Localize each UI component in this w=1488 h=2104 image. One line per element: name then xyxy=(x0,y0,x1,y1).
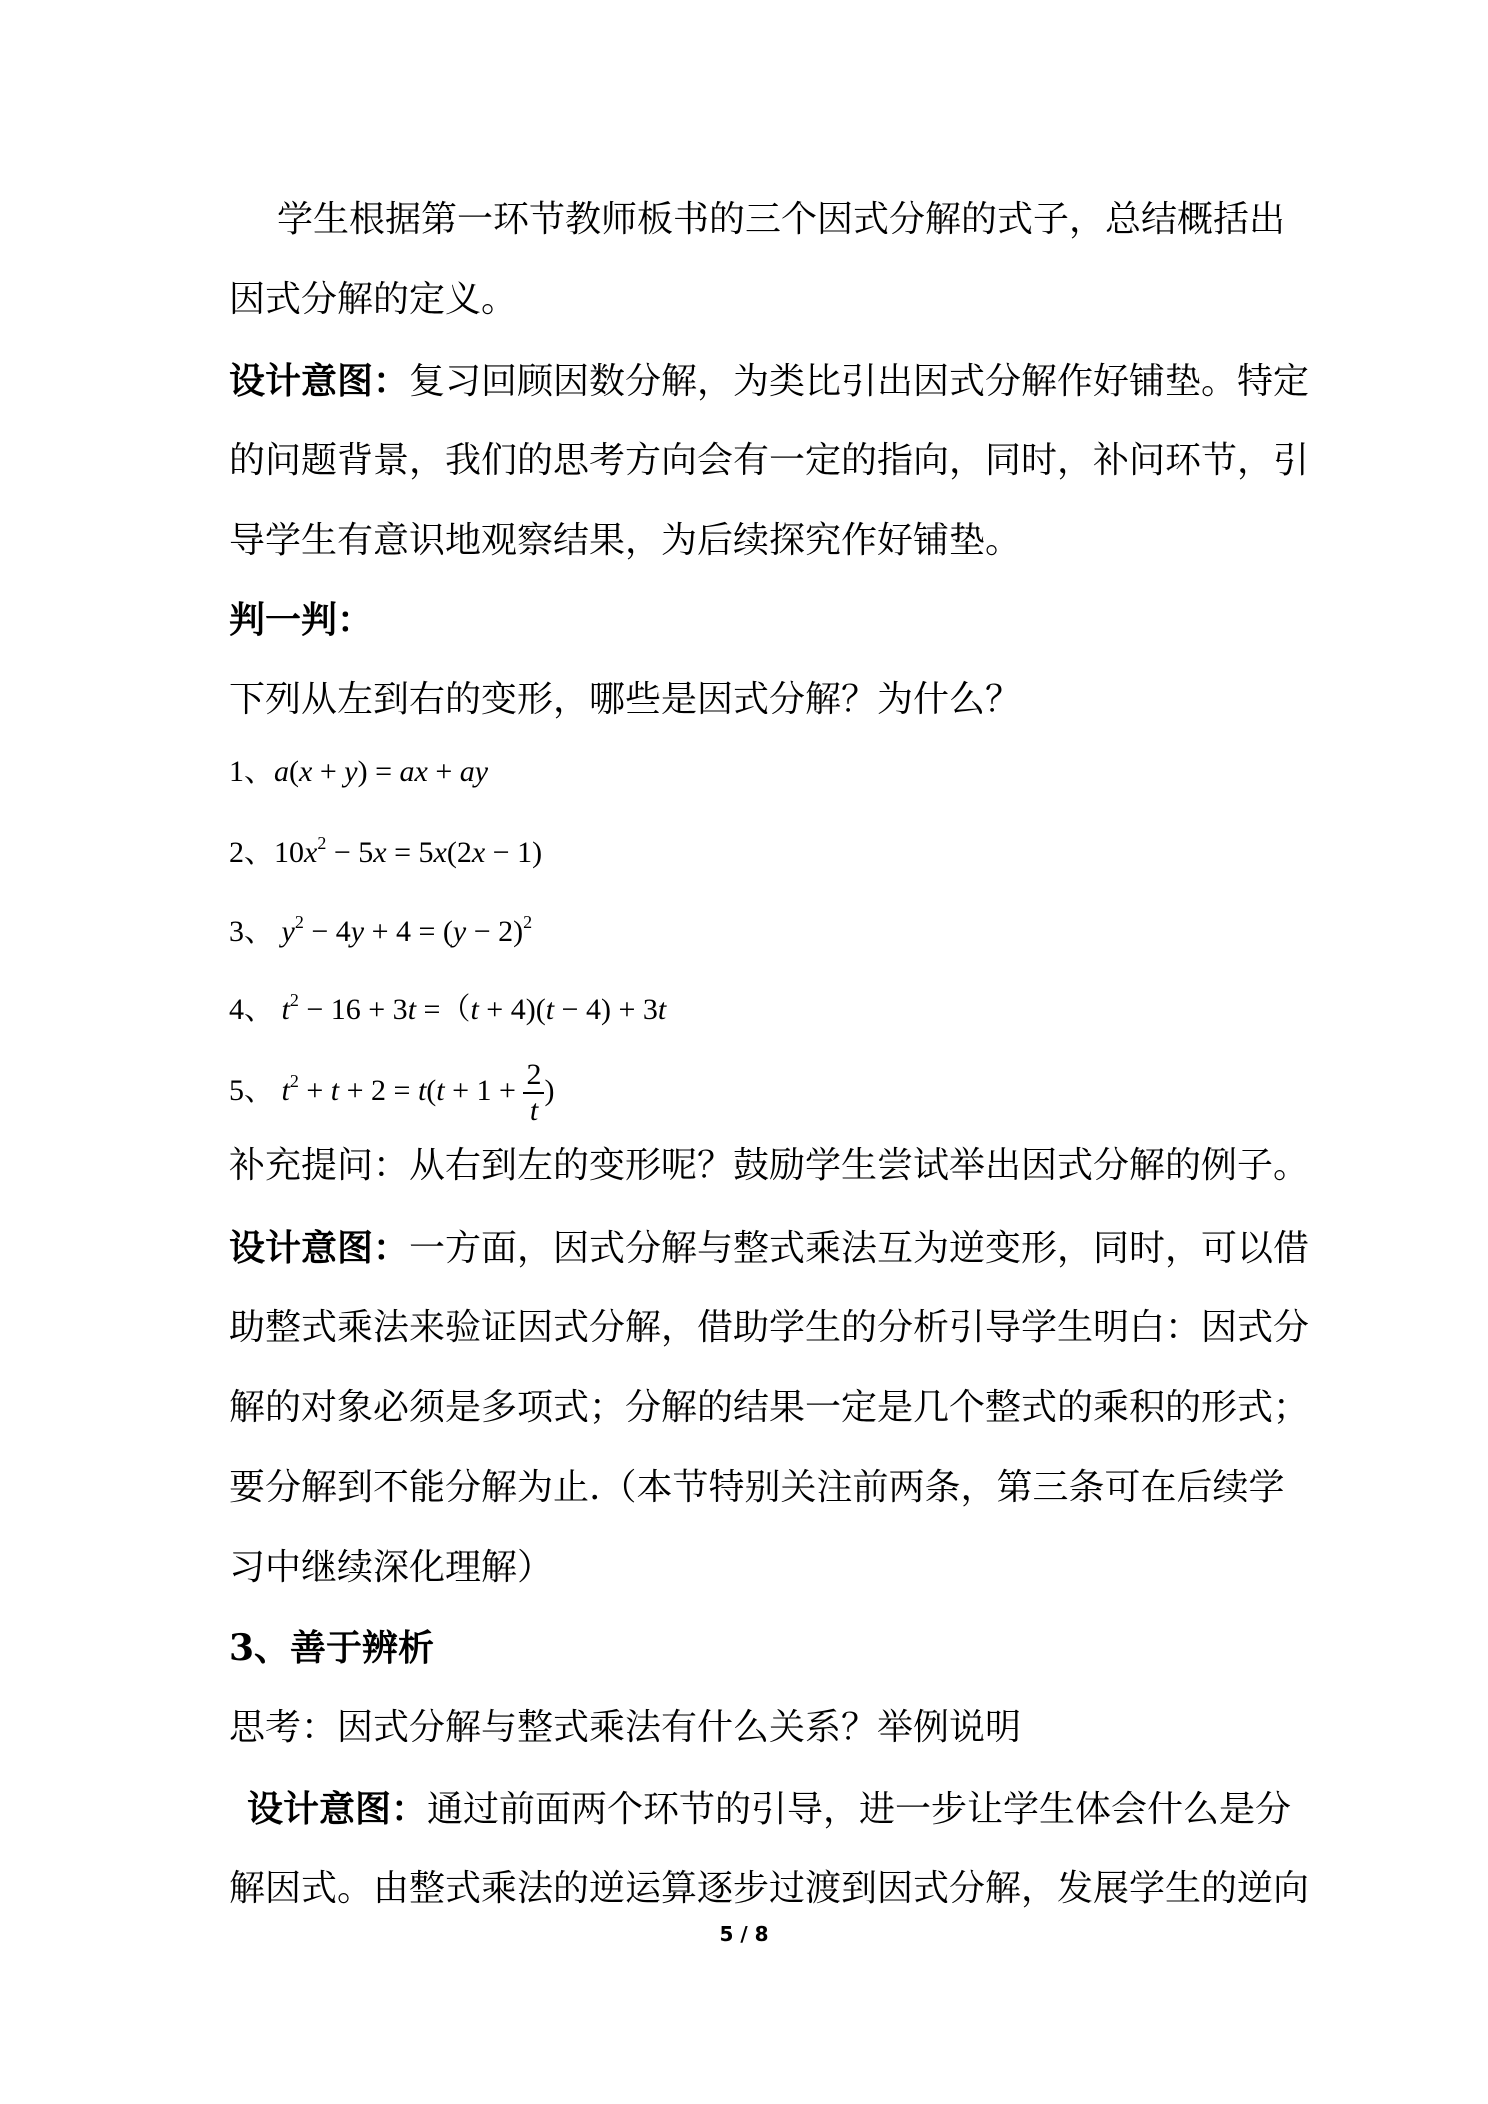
paragraph-line: 因式分解的定义。 xyxy=(229,279,518,320)
equation-4: 4、 $t^2 - 16 + 3t =(t + 4)(t - 4) + 3t$ xyxy=(229,990,667,1026)
equation-number: 2、 xyxy=(229,836,274,869)
paragraph-line: 的问题背景，我们的思考方向会有一定的指向，同时，补问环节，引 xyxy=(229,440,1310,481)
paragraph-line: 助整式乘法来验证因式分解，借助学生的分析引导学生明白：因式分 xyxy=(229,1307,1310,1348)
page-number: 5 / 8 xyxy=(719,1922,769,1946)
judge-question: 下列从左到右的变形，哪些是因式分解？为什么？ xyxy=(229,679,1022,720)
design-intent-label: 设计意图： xyxy=(247,1788,428,1830)
design-intent-text: 复习回顾因数分解，为类比引出因式分解作好铺垫。特定 xyxy=(409,361,1310,402)
paragraph-line: 解的对象必须是多项式；分解的结果一定是几个整式的乘积的形式； xyxy=(229,1387,1310,1428)
equation-5: 5、 $t^2 + t + 2 = t(t + 1$ + $\frac{2}{t}$ ) xyxy=(229,1058,555,1127)
design-intent-text: 通过前面两个环节的引导，进一步让学生体会什么是分 xyxy=(427,1789,1292,1830)
equation-1: 1、a(x + y) = ax + ay xyxy=(229,755,489,788)
equation-number: 3、 xyxy=(229,915,274,948)
design-intent-label: 设计意图： xyxy=(229,1227,410,1269)
paragraph-line: 学生根据第一环节教师板书的三个因式分解的式子，总结概括出 xyxy=(277,199,1286,240)
section-heading: 3、善于辨析 xyxy=(229,1627,435,1669)
design-intent-label: 设计意图： xyxy=(229,360,410,402)
paragraph-line: 解因式。由整式乘法的逆运算逐步过渡到因式分解，发展学生的逆向 xyxy=(229,1868,1310,1909)
design-intent-paragraph xyxy=(229,361,1309,402)
paragraph-line: 要分解到不能分解为止.（本节特别关注前两条，第三条可在后续学 xyxy=(229,1467,1285,1508)
think-question: 思考：因式分解与整式乘法有什么关系？举例说明 xyxy=(229,1707,1022,1748)
design-intent-paragraph xyxy=(229,1228,1309,1269)
equation-3: 3、 $y^2 - 4y + 4 = (y - 2)^2$ xyxy=(229,912,533,948)
judge-heading: 判一判： xyxy=(229,599,374,641)
equation-number: 1、 xyxy=(229,755,274,788)
equation-number: 4、 xyxy=(229,993,274,1026)
paragraph-line: 习中继续深化理解） xyxy=(229,1547,554,1588)
supplement-question: 补充提问：从右到左的变形呢？鼓励学生尝试举出因式分解的例子。 xyxy=(229,1145,1310,1186)
fraction: $\frac{2}{t}$ xyxy=(523,1060,544,1126)
equation-2: 2、$10x^2 - 5x = 5x(2x - 1)$ xyxy=(229,833,543,869)
design-intent-paragraph xyxy=(247,1789,1291,1830)
paragraph-line: 导学生有意识地观察结果，为后续探究作好铺垫。 xyxy=(229,520,1022,561)
equation-number: 5、 xyxy=(229,1073,274,1107)
design-intent-text: 一方面，因式分解与整式乘法互为逆变形，同时，可以借 xyxy=(409,1228,1310,1269)
